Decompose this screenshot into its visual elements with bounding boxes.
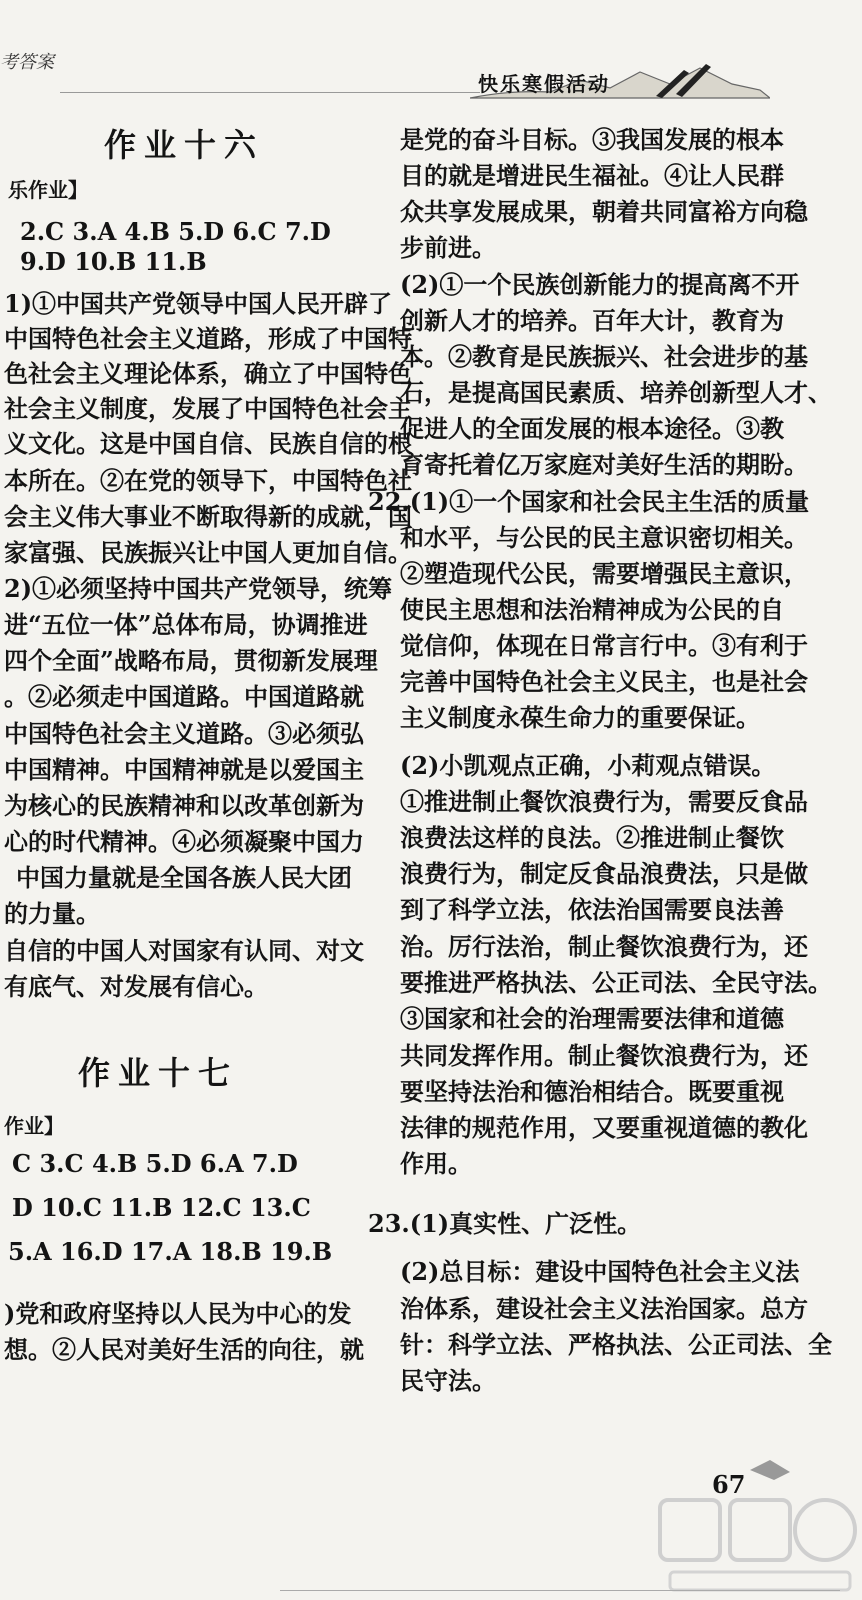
text-line: 22.(1)①一个国家和社会民主生活的质量: [368, 487, 810, 516]
text-line: 浪费行为，制定反食品浪费法，只是做: [400, 859, 808, 888]
banner-title: 快乐寒假活动: [478, 72, 610, 96]
text-line: 自信的中国人对国家有认同、对文: [4, 936, 364, 965]
text-line: 中国特色社会主义道路，形成了中国特: [4, 324, 412, 353]
footer-rule: [280, 1590, 840, 1591]
text-line: 本所在。②在党的领导下，中国特色社: [4, 466, 412, 495]
text-line: 目的就是增进民生福祉。④让人民群: [400, 161, 784, 190]
page-number: 67: [712, 1470, 746, 1499]
text-line: )党和政府坚持以人民为中心的发: [4, 1299, 352, 1328]
text-line: 步前进。: [400, 233, 496, 262]
section-label: 作业】: [4, 1114, 64, 1138]
text-line: 23.(1)真实性、广泛性。: [368, 1209, 642, 1238]
text-line: 育寄托着亿万家庭对美好生活的期盼。: [400, 450, 808, 479]
text-line: 会主义伟大事业不断取得新的成就，国: [4, 502, 412, 531]
text-line: 石，是提高国民素质、培养创新型人才、: [400, 378, 832, 407]
answer-row: 5.A 16.D 17.A 18.B 19.B: [8, 1237, 333, 1266]
text-line: 义文化。这是中国自信、民族自信的根: [4, 429, 412, 458]
answer-row: 9.D 10.B 11.B: [20, 247, 207, 276]
text-line: 针：科学立法、严格执法、公正司法、全: [400, 1330, 832, 1359]
header-fragment: 考答案: [0, 52, 54, 73]
section-label: 乐作业】: [8, 178, 88, 202]
text-line: 中国特色社会主义道路。③必须弘: [4, 719, 364, 748]
text-line: 要坚持法治和德治相结合。既要重视: [400, 1077, 784, 1106]
header-rule: [60, 92, 480, 93]
text-line: 共同发挥作用。制止餐饮浪费行为，还: [400, 1041, 808, 1070]
text-line: 1)①中国共产党领导中国人民开辟了: [4, 289, 393, 318]
text-line: 治体系，建设社会主义法治国家。总方: [400, 1294, 808, 1323]
text-line: 治。厉行法治，制止餐饮浪费行为，还: [400, 932, 808, 961]
text-line: 中国力量就是全国各族人民大团: [16, 863, 352, 892]
text-line: 使民主思想和法治精神成为公民的自: [400, 595, 784, 624]
text-line: 促进人的全面发展的根本途径。③教: [400, 414, 784, 443]
text-line: 想。②人民对美好生活的向往，就: [4, 1335, 364, 1364]
text-line: ③国家和社会的治理需要法律和道德: [400, 1004, 784, 1033]
text-line: 浪费法这样的良法。②推进制止餐饮: [400, 823, 784, 852]
text-line: 四个全面”战略布局，贯彻新发展理: [4, 646, 378, 675]
text-line: 的力量。: [4, 899, 100, 928]
text-line: 法律的规范作用，又要重视道德的教化: [400, 1113, 808, 1142]
text-line: 色社会主义理论体系，确立了中国特色: [4, 359, 412, 388]
text-line: (2)总目标：建设中国特色社会主义法: [400, 1257, 800, 1286]
answer-row: C 3.C 4.B 5.D 6.A 7.D: [12, 1149, 298, 1178]
text-line: (2)①一个民族创新能力的提高离不开: [400, 270, 800, 299]
text-line: 主义制度永葆生命力的重要保证。: [400, 703, 760, 732]
text-line: 进“五位一体”总体布局，协调推进: [4, 610, 368, 639]
text-line: 和水平，与公民的民主意识密切相关。: [400, 523, 808, 552]
text-line: ②塑造现代公民，需要增强民主意识，: [400, 559, 808, 588]
text-line: 家富强、民族振兴让中国人更加自信。: [4, 538, 412, 567]
text-line: 民守法。: [400, 1366, 496, 1395]
text-line: 心的时代精神。④必须凝聚中国力: [4, 827, 364, 856]
text-line: 到了科学立法，依法治国需要良法善: [400, 895, 784, 924]
text-line: 。②必须走中国道路。中国道路就: [4, 682, 364, 711]
text-line: 有底气、对发展有信心。: [4, 972, 268, 1001]
text-line: 2)①必须坚持中国共产党领导，统筹: [4, 574, 393, 603]
text-line: 本。②教育是民族振兴、社会进步的基: [400, 342, 808, 371]
text-line: 中国精神。中国精神就是以爱国主: [4, 755, 364, 784]
text-line: 完善中国特色社会主义民主，也是社会: [400, 667, 808, 696]
text-line: 创新人才的培养。百年大计，教育为: [400, 306, 784, 335]
text-line: ①推进制止餐饮浪费行为，需要反食品: [400, 787, 808, 816]
text-line: 要推进严格执法、公正司法、全民守法。: [400, 968, 832, 997]
text-line: 众共享发展成果，朝着共同富裕方向稳: [400, 197, 808, 226]
text-line: 为核心的民族精神和以改革创新为: [4, 791, 364, 820]
text-line: 觉信仰，体现在日常言行中。③有利于: [400, 631, 808, 660]
answer-row: D 10.C 11.B 12.C 13.C: [12, 1193, 311, 1222]
homework-16-title: 作业十六: [104, 126, 265, 164]
text-line: 作用。: [400, 1149, 472, 1178]
answer-row: 2.C 3.A 4.B 5.D 6.C 7.D: [20, 217, 331, 246]
text-line: 社会主义制度，发展了中国特色社会主: [4, 394, 412, 423]
text-line: (2)小凯观点正确，小莉观点错误。: [400, 751, 776, 780]
text-line: 是党的奋斗目标。③我国发展的根本: [400, 125, 784, 154]
watermark-logo-icon: [650, 1460, 860, 1600]
homework-17-title: 作业十七: [78, 1054, 239, 1092]
